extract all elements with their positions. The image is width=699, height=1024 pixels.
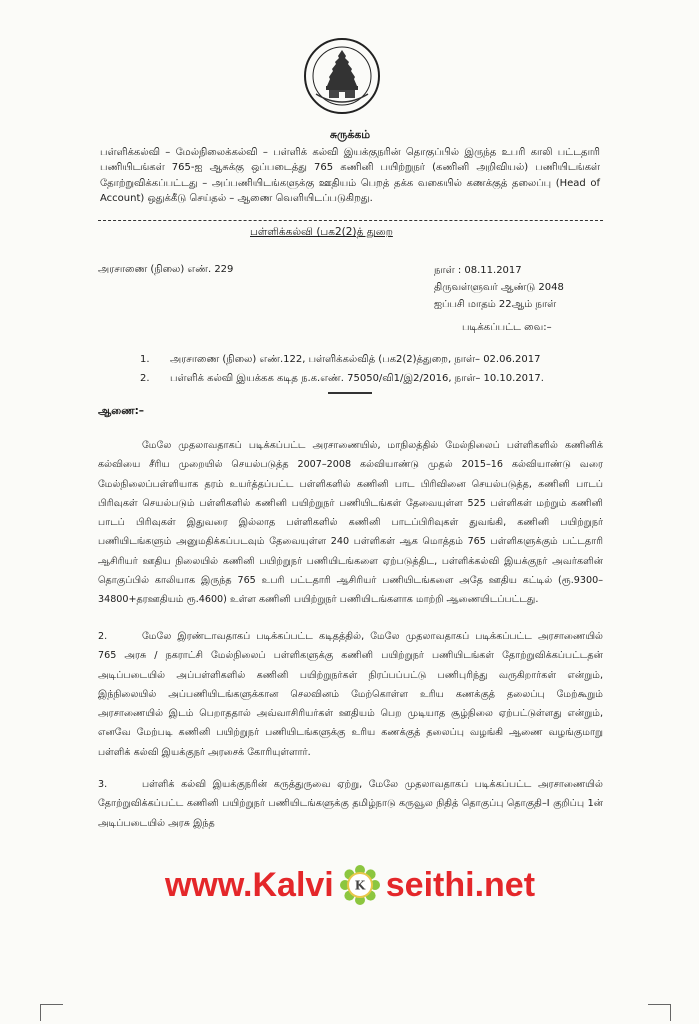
read-label: படிக்கப்பட்ட வை:– <box>462 322 552 333</box>
reference-number: 2. <box>140 373 150 384</box>
logo-letter: K <box>354 878 365 893</box>
reference-item <box>140 369 544 388</box>
summary-heading: சுருக்கம் <box>329 128 371 141</box>
paragraph-3 <box>98 775 603 833</box>
order-date: நாள் : 08.11.2017 <box>434 265 522 276</box>
crop-mark-left <box>40 1004 63 1021</box>
reference-text: பள்ளிக் கல்வி இயக்கக கடித ந.க.எண். 75050/வி1/இ2/2016, நாள்– 10.10.2017. <box>170 373 544 384</box>
paragraph-1 <box>98 436 603 610</box>
watermark-left-text: www.Kalvi <box>164 865 334 904</box>
date-block <box>434 262 564 313</box>
tamil-nadu-emblem-icon <box>302 36 382 116</box>
order-number: அரசாணை (நிலை) எண். 229 <box>98 264 234 275</box>
divider-line <box>98 220 603 221</box>
reference-number: 1. <box>140 354 150 365</box>
watermark-right-text: seithi.net <box>385 865 536 904</box>
kalviseithi-logo-icon <box>340 865 380 905</box>
paragraph-text: பள்ளிக் கல்வி இயக்குநரின் கருத்துருவை ஏற்று, மேலே முதலாவதாகப் படிக்கப்பட்ட அரசாணையில் தோற்றுவிக்கப்பட்ட கணினி பயிற்றுநர் பணியிடங்களுக்கு தமிழ்நாடு கருவூல நிதித் தொகுப்பு தொகுதி–I குறிப்பு 1ன் அடிப்படையில் அரசு இந்த <box>98 779 603 829</box>
tamil-date: ஐப்பசி மாதம் 22ஆம் நாள் <box>434 299 557 310</box>
subject-text: பள்ளிக்கல்வி – மேல்நிலைக்கல்வி – பள்ளிக் கல்வி இயக்குநரின் தொகுப்பில் இருந்த உபரி காலி பட்டதாரி பணியிடங்கள் 765-ஐ ஆசுக்கு ஒப்படைத்து 765 கணினி பயிற்றுநர் (கணினி அறிவியல்) பணியிடங்கள் தோற்றுவிக்கப்பட்டது – அப்பணியிடங்களுக்கு ஊதியம் பெறத் தக்க வகையில் கணக்குத் தலைப்பு (Head of Account) ஒதுக்கீடு செய்தல் – ஆணை வெளியிடப்படுகிறது. <box>100 146 600 204</box>
separator-mark <box>328 392 372 394</box>
reference-text: அரசாணை (நிலை) எண்.122, பள்ளிக்கல்வித் (பக2(2)த்துறை, நாள்– 02.06.2017 <box>170 354 541 365</box>
paragraph-text: மேலே முதலாவதாகப் படிக்கப்பட்ட அரசாணையில், மாநிலத்தில் மேல்நிலைப் பள்ளிகளில் கணினிக் கல்வியை சீரிய முறையில் செயல்படுத்த 2007–2008 கல்வியாண்டு முதல் 2015–16 கல்வியாண்டு வரை மேல்நிலைப்பள்ளியாக தரம் உயர்த்தப்பட்ட பள்ளிகளில் கணினி பாட பிரிவினை செயல்படுத்த, கணினி பாடப் பிரிவுகள் செயல்படும் பள்ளிகளில் கணினி பயிற்றுநர் பணியிடங்கள் தேவையுள்ள 525 பள்ளிகள் மற்றும் கணினி பாடப் பிரிவுகள் இதுவரை இல்லாத பள்ளிகளில் கணினி பாடப்பிரிவுகள் துவங்கி, கணினி பயிற்றுநர் பணியிடங்களும் அனுமதிக்கப்படவும் தேவையுள்ள 240 பள்ளிகள் ஆக மொத்தம் 765 பள்ளிகளுக்கும் பட்டதாரி ஆசிரியர் ஊதிய நிலையில் கணினி பயிற்றுநர் பணியிடங்களை ஏற்படுத்திட, பள்ளிக்கல்வி இயக்குநர் அவர்களின் தொகுப்பில் காலியாக இருந்த 765 உபரி பட்டதாரி ஆசிரியர் பணியிடங்களை அதே ஊதிய கட்டில் (ரூ.9300–34800+தரஊதியம் ரூ.4600) உள்ள கணினி பயிற்றுநர் பணியிடங்களாக மாற்றி ஆணையிடப்பட்டது. <box>98 440 603 606</box>
department-name: பள்ளிக்கல்வி (பக2(2)த் துறை <box>250 226 393 238</box>
reference-item <box>140 350 544 369</box>
kalviseithi-watermark <box>130 860 570 910</box>
paragraph-text: மேலே இரண்டாவதாகப் படிக்கப்பட்ட கடிதத்தில், மேலே முதலாவதாகப் படிக்கப்பட்ட அரசாணையில் 765 அரசு / நகராட்சி மேல்நிலைப் பள்ளிகளுக்கு கணினி பயிற்றுநர் பணியிடங்கள் தோற்றுவிக்கப்பட்டதன் அடிப்படையில் அப்பள்ளிகளில் கணினி பயிற்றுநர்கள் நிரப்பப்பட்டு பணிபுரிந்து வருகிறார்கள் என்றும், இந்நிலையில் அப்பணியிடங்களுக்கான செலவினம் மேற்கொள்ள உரிய கணக்குத் தலைப்பு மேற்கூறும் அரசாணையில் இடம் பெறாததால் அவ்வாசிரியர்கள் ஊதியம் பெற முடியாத சூழ்நிலை ஏற்பட்டுள்ளது என்றும், எனவே மேற்படி கணினி பயிற்றுநர் பணியிடங்களுக்கு உரிய கணக்குத் தலைப்பு வழங்கி ஆணை வழங்குமாறு பள்ளிக் கல்வி இயக்குநர் அரசைக் கோரியுள்ளார். <box>98 631 603 758</box>
paragraph-number: 2. <box>98 631 108 642</box>
crop-mark-right <box>648 1004 671 1021</box>
tamil-year: திருவள்ளுவர் ஆண்டு 2048 <box>434 282 564 293</box>
paragraph-number: 3. <box>98 779 108 790</box>
subject-block <box>100 127 600 207</box>
order-label: ஆணை:– <box>98 405 145 417</box>
references-list <box>140 350 544 388</box>
paragraph-2 <box>98 627 603 762</box>
